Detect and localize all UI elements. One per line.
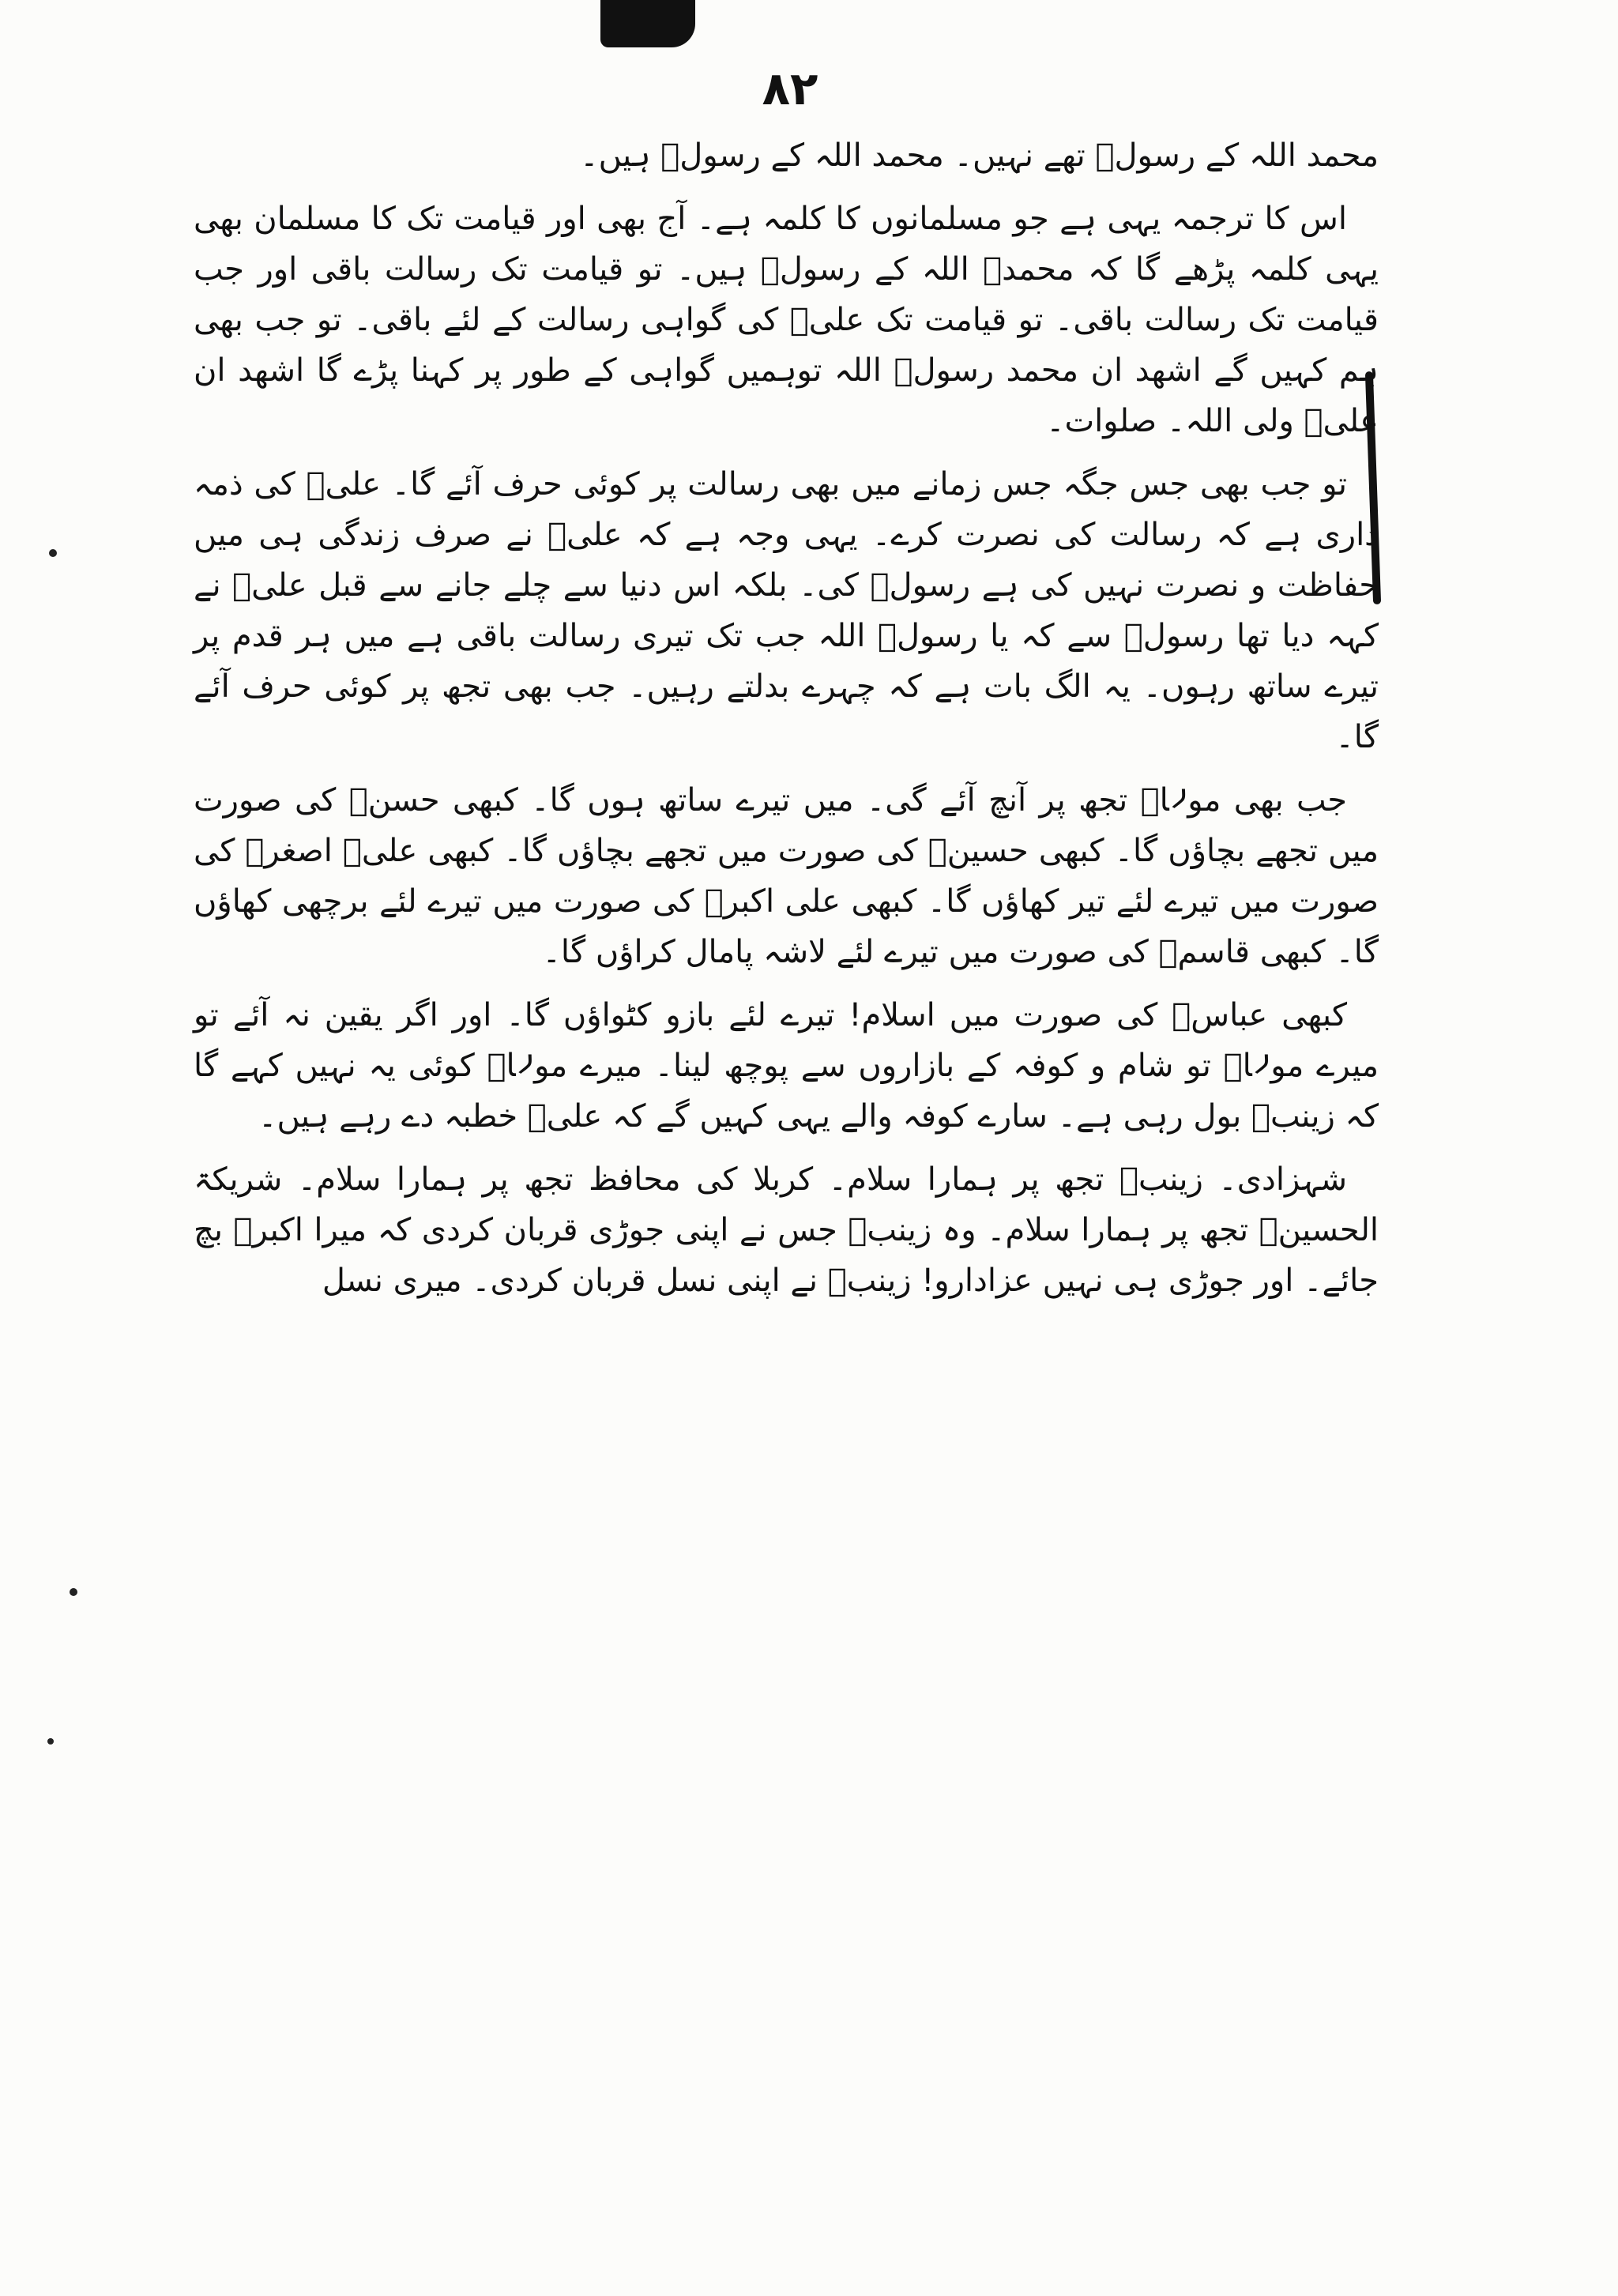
paragraph: جب بھی مولاؑ تجھ پر آنچ آئے گی۔ میں تیرے ساتھ ہوں گا۔ کبھی حسنؑ کی صورت میں تجھے بچاؤں گا۔ کبھی حسینؑ کی صورت میں تجھے بچاؤں گا۔ کبھی علیؑ اصغرؑ کی صورت میں تیرے لئے تیر کھاؤں گا۔ کبھی علی اکبرؑ کی صورت میں تیرے لئے برچھی کھاؤں گا۔ کبھی قاسمؑ کی صورت میں تیرے لئے لاشہ پامال کراؤں گا۔ bbox=[194, 782, 1379, 970]
paragraph: اس کا ترجمہ یہی ہے جو مسلمانوں کا کلمہ ہے۔ آج بھی اور قیامت تک کا مسلمان بھی یہی کلمہ پڑھے گا کہ محمدؐ اللہ کے رسولؐ ہیں۔ تو قیامت تک رسالت باقی اور جب قیامت تک رسالت باقی۔ تو قیامت تک علیؑ کی گواہی رسالت کے لئے باقی۔ تو جب بھی ہم کہیں گے اشھد ان محمد رسولؐ اللہ توہمیں گواہی کے طور پر کہنا پڑے گا اشھد ان علیؑ ولی اللہ۔ صلوات۔ bbox=[194, 201, 1379, 439]
scan-speck bbox=[70, 1588, 77, 1596]
scan-speck bbox=[49, 549, 57, 557]
scan-speck bbox=[47, 1738, 54, 1745]
paragraph: کبھی عباسؑ کی صورت میں اسلام! تیرے لئے بازو کٹواؤں گا۔ اور اگر یقین نہ آئے تو میرے مولاؑ تو شام و کوفہ کے بازاروں سے پوچھ لینا۔ میرے مولاؑ کوئی یہ نہیں کہے گا کہ زینبؑ بول رہی ہے۔ سارے کوفہ والے یہی کہیں گے کہ علیؑ خطبہ دے رہے ہیں۔ bbox=[194, 997, 1379, 1135]
body-text bbox=[194, 130, 1379, 1319]
paragraph: تو جب بھی جس جگہ جس زمانے میں بھی رسالت پر کوئی حرف آئے گا۔ علیؑ کی ذمہ داری ہے کہ رسالت کی نصرت کرے۔ یہی وجہ ہے کہ علیؑ نے صرف زندگی ہی میں حفاظت و نصرت نہیں کی ہے رسولؐ کی۔ بلکہ اس دنیا سے چلے جانے سے قبل علیؑ نے کہہ دیا تھا رسولؐ سے کہ یا رسولؐ اللہ جب تک تیری رسالت باقی ہے میں ہر قدم پر تیرے ساتھ رہوں۔ یہ الگ بات ہے کہ چہرے بدلتے رہیں۔ جب بھی تجھ پر کوئی حرف آئے گا۔ bbox=[194, 466, 1379, 755]
page-number: ۸۲ bbox=[762, 62, 818, 115]
paragraph: محمد اللہ کے رسولؐ تھے نہیں۔ محمد اللہ کے رسولؐ ہیں۔ bbox=[580, 137, 1379, 174]
scan-artifact bbox=[600, 0, 695, 47]
paragraph: شہزادی۔ زینبؑ تجھ پر ہمارا سلام۔ کربلا کی محافظ تجھ پر ہمارا سلام۔ شریکۃ الحسینؑ تجھ پر ہمارا سلام۔ وہ زینبؑ جس نے اپنی جوڑی قربان کردی کہ میرا اکبرؑ بچ جائے۔ اور جوڑی ہی نہیں عزادارو! زینبؑ نے اپنی نسل قربان کردی۔ میری نسل bbox=[194, 1161, 1379, 1299]
